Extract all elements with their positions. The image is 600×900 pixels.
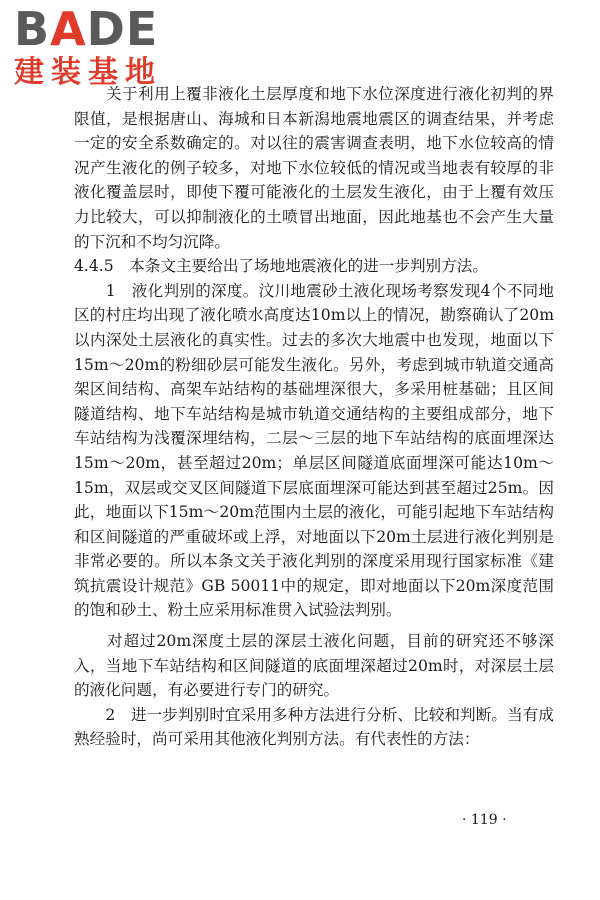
logo-wordmark (14, 2, 159, 56)
page-number: · 119 · (462, 812, 507, 828)
logo-letter-b: B (14, 2, 51, 56)
paragraph-item-2-methods: 2 进一步判别时宜采用多种方法进行分析、比较和判断。当有成熟经验时，尚可采用其他液化判别方法。有代表性的方法： (74, 705, 554, 749)
bade-logo (14, 2, 184, 92)
logo-letters-de: DE (86, 2, 159, 56)
paragraph-item-1-depth: 1 液化判别的深度。汶川地震砂土液化现场考察发现4个不同地区的村庄均出现了液化喷水高度达10m以上的情况，勘察确认了20m以内深处土层液化的真实性。过去的多次大地震中也发现，地面以下15m～20m的粉细砂层可能发生液化。另外，考虑到城市轨道交通高架区间结构、高架车站结构的基础埋深很大，多采用桩基础；且区间隧道结构、地下车站结构是城市轨道交通结构的主要组成部分，地下车站结构为浅覆深埋结构，二层～三层的地下车站结构的底面埋深达15m～20m，甚至超过20m；单层区间隧道底面埋深可能达10m～15m，双层或交叉区间隧道下层底面埋深可能达到甚至超过25m。因此，地面以下15m～20m范围内土层的液化，可能引起地下车站结构和区间隧道的严重破坏或上浮，对地面以下20m土层进行液化判别是非常必要的。所以本条文关于液化判别的深度采用现行国家标准《建筑抗震设计规范》GB 50011中的规定，即对地面以下20m深度范围的饱和砂土、粉土应采用标准贯入试验法判别。 (74, 281, 554, 620)
paragraph-deep-soil: 对超过20m深度土层的深层土液化问题，目前的研究还不够深入，当地下车站结构和区间隧道的底面埋深超过20m时，对深层土层的液化问题，有必要进行专门的研究。 (74, 632, 554, 700)
logo-tagline: 建装基地 (14, 55, 162, 90)
clause-heading-4-4-5: 4.4.5 本条文主要给出了场地地震液化的进一步判别方法。 (74, 257, 488, 276)
paragraph-liquefaction-initial-judgement: 关于利用上覆非液化土层厚度和地下水位深度进行液化初判的界限值，是根据唐山、海城和日本新潟地震地震区的调查结果，并考虑一定的安全系数确定的。对以往的震害调查表明，地下水位较高的情况产生液化的例子较多，对地下水位较低的情况或当地表有较厚的非液化覆盖层时，即使下覆可能液化的土层发生液化，由于上覆有效压力比较大，可以抑制液化的土喷冒出地面，因此地基也不会产生大量的下沉和不均匀沉降。 (74, 85, 554, 251)
logo-letter-a: A (50, 2, 87, 56)
document-body (74, 82, 554, 752)
